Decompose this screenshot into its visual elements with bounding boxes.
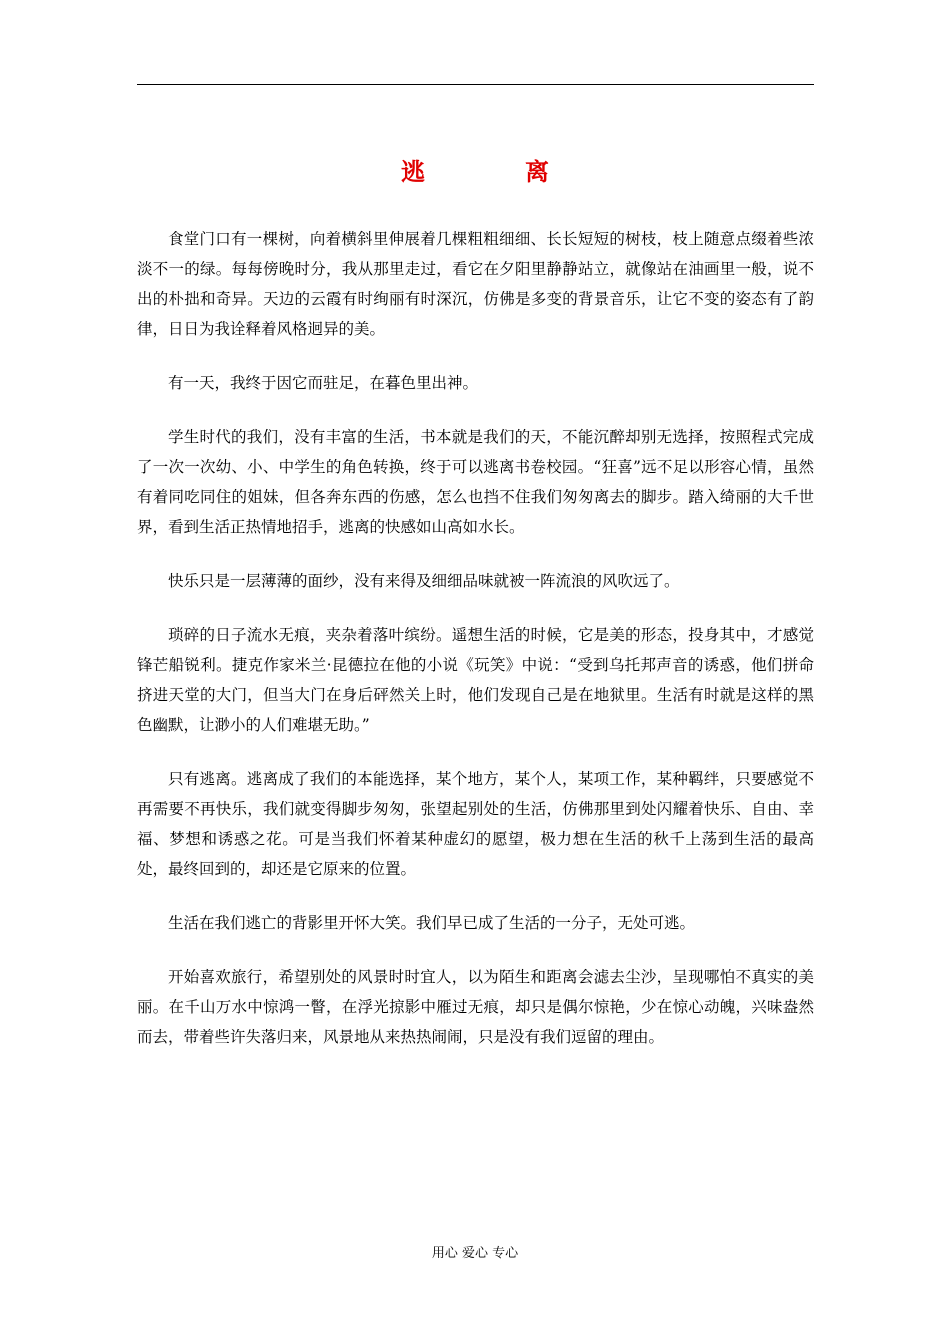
document-body	[137, 224, 814, 1076]
page-footer: 用心 爱心 专心	[431, 1246, 519, 1261]
document-title	[0, 154, 950, 190]
paragraph-8: 开始喜欢旅行，希望别处的风景时时宜人，以为陌生和距离会滤去尘沙，呈现哪怕不真实的美丽。在千山万水中惊鸿一瞥，在浮光掠影中雁过无痕，却只是偶尔惊艳，少在惊心动魄，兴味盎然而去，带着些许失落归来，风景地从来热热闹闹，只是没有我们逗留的理由。	[137, 968, 814, 1046]
title-char-2: 离	[525, 157, 549, 186]
paragraph-3: 学生时代的我们，没有丰富的生活，书本就是我们的天，不能沉醉却别无选择，按照程式完成了一次一次幼、小、中学生的角色转换，终于可以逃离书卷校园。“狂喜”远不足以形容心情，虽然有着同吃同住的姐妹，但各奔东西的伤感，怎么也挡不住我们匆匆离去的脚步。踏入绮丽的大千世界，看到生活正热情地招手，逃离的快感如山高如水长。	[137, 428, 814, 536]
paragraph-5: 琐碎的日子流水无痕，夹杂着落叶缤纷。遥想生活的时候，它是美的形态，投身其中，才感觉锋芒船锐利。捷克作家米兰·昆德拉在他的小说《玩笑》中说：“受到乌托邦声音的诱惑，他们拼命挤进天堂的大门，但当大门在身后砰然关上时，他们发现自己是在地狱里。生活有时就是这样的黑色幽默，让渺小的人们难堪无助。”	[137, 626, 814, 734]
paragraph-4: 快乐只是一层薄薄的面纱，没有来得及细细品味就被一阵流浪的风吹远了。	[168, 572, 680, 590]
paragraph-1: 食堂门口有一棵树，向着横斜里伸展着几棵粗粗细细、长长短短的树枝，枝上随意点缀着些浓淡不一的绿。每每傍晚时分，我从那里走过，看它在夕阳里静静站立，就像站在油画里一般，说不出的朴拙和奇异。天边的云霞有时绚丽有时深沉，仿佛是多变的背景音乐，让它不变的姿态有了韵律，日日为我诠释着风格迥异的美。	[137, 230, 814, 338]
paragraph-7: 生活在我们逃亡的背影里开怀大笑。我们早已成了生活的一分子，无处可逃。	[168, 914, 696, 932]
paragraph-2: 有一天，我终于因它而驻足，在暮色里出神。	[168, 374, 479, 392]
paragraph-6: 只有逃离。逃离成了我们的本能选择，某个地方，某个人，某项工作，某种羁绊，只要感觉不再需要不再快乐，我们就变得脚步匆匆，张望起别处的生活，仿佛那里到处闪耀着快乐、自由、幸福、梦想和诱惑之花。可是当我们怀着某种虚幻的愿望，极力想在生活的秋千上荡到生活的最高处，最终回到的，却还是它原来的位置。	[137, 770, 814, 878]
title-char-1: 逃	[401, 157, 425, 186]
header-rule	[137, 84, 814, 85]
